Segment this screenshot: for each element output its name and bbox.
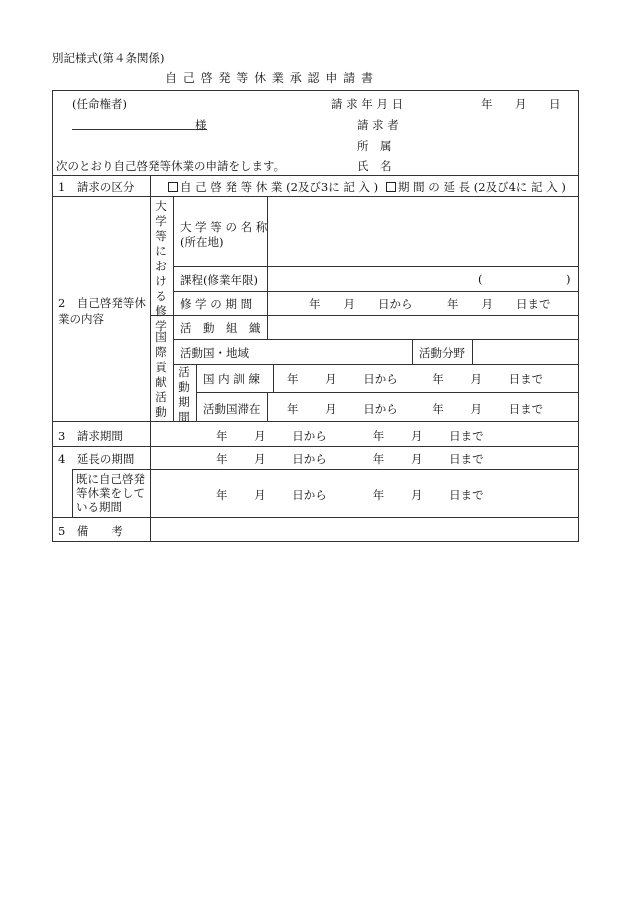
request-day-label: 日 xyxy=(549,97,561,111)
name-label: 氏 名 xyxy=(357,159,392,173)
section1-label: 1 請求の区分 xyxy=(58,180,135,194)
study-period-value[interactable]: 年 月 日から 年 月 日まで xyxy=(309,297,551,311)
form-reference-note: 別記様式(第４条関係) xyxy=(52,51,165,65)
option-self-development-leave[interactable]: 自 己 啓 発 等 休 業 (2及び3に 記 入 ) xyxy=(168,179,378,195)
overseas-stay-period[interactable]: 年 月 日から 年 月 日まで xyxy=(287,402,544,416)
course-label: 課程(修業年限) xyxy=(180,273,258,287)
checkbox-icon[interactable] xyxy=(168,182,178,192)
course-paren-open: ( xyxy=(478,272,483,286)
section4-label: 4 延長の期間 xyxy=(58,452,135,466)
request-month-label: 月 xyxy=(515,97,527,111)
form-title: 自 己 啓 発 等 休 業 承 認 申 請 書 xyxy=(165,71,374,85)
requester-label: 請 求 者 xyxy=(357,118,399,132)
study-vertical-label: 大学等における修学 xyxy=(155,199,167,333)
period-vertical-label: 活動期間 xyxy=(178,365,190,424)
extension-period-value[interactable]: 年 月 日から 年 月 日まで xyxy=(216,452,484,466)
univ-name-label: 大 学 等 の 名 称 xyxy=(180,220,268,234)
request-year-label: 年 xyxy=(481,97,493,111)
statement-text: 次のとおり自己啓発等休業の申請をします。 xyxy=(56,159,286,173)
intl-vertical-label: 国際貢献活動 xyxy=(155,330,167,419)
remarks-field[interactable] xyxy=(152,519,577,540)
domestic-training-label: 国 内 訓 練 xyxy=(203,372,260,386)
organization-label: 活 動 組 織 xyxy=(180,321,261,335)
affiliation-label: 所 属 xyxy=(357,139,392,153)
section2-label: 2 自己啓発等休業の内容 xyxy=(58,296,146,326)
section5-label: 5 備 考 xyxy=(58,524,123,538)
overseas-stay-label: 活動国滞在 xyxy=(203,402,261,416)
option-period-extension[interactable]: 期 間 の 延 長 (2及び4に 記 入 ) xyxy=(386,179,566,195)
sama-label: 様 xyxy=(195,118,207,132)
univ-name-field[interactable] xyxy=(268,200,578,264)
existing-period-value[interactable]: 年 月 日から 年 月 日まで xyxy=(216,488,484,502)
existing-period-label: 既に自己啓発等休業をしている期間 xyxy=(76,472,145,514)
field-label: 活動分野 xyxy=(419,346,465,360)
appointer-name-line[interactable] xyxy=(72,129,207,130)
request-period-value[interactable]: 年 月 日から 年 月 日まで xyxy=(216,429,484,443)
course-paren-close: ) xyxy=(566,272,571,286)
checkbox-icon[interactable] xyxy=(386,182,396,192)
study-period-label: 修 学 の 期 間 xyxy=(180,297,253,311)
section3-label: 3 請求期間 xyxy=(58,429,123,443)
request-date-label: 請 求 年 月 日 xyxy=(331,97,404,111)
appointer-label: (任命権者) xyxy=(72,97,127,111)
domestic-training-period[interactable]: 年 月 日から 年 月 日まで xyxy=(287,372,544,386)
country-label: 活動国・地域 xyxy=(180,346,249,360)
univ-location-label: (所在地) xyxy=(180,235,224,249)
